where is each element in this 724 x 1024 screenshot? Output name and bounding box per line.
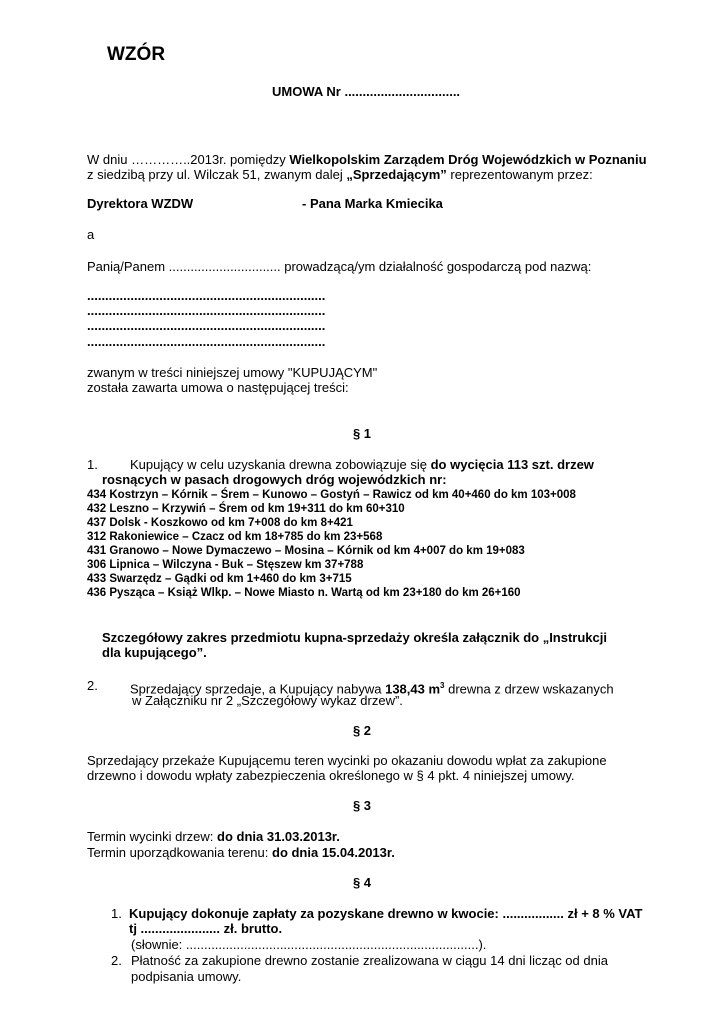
- intro-text: reprezentowanym przez:: [446, 167, 593, 182]
- s1-p1-line-2: rosnących w pasach drogowych dróg wojewódzkich nr:: [102, 472, 447, 487]
- director-name: - Pana Marka Kmiecika: [302, 196, 443, 211]
- road-item: 433 Swarzędz – Gądki od km 1+460 do km 3+715: [87, 573, 352, 585]
- director-role: Dyrektora WZDW: [87, 196, 194, 211]
- dot-line: ..................................................................: [87, 334, 326, 349]
- intro-text: W dniu …………..2013r. pomiędzy: [87, 152, 290, 167]
- buyer-named: zwanym w treści niniejszej umowy "KUPUJĄCYM": [87, 365, 378, 380]
- s3-text: Termin wycinki drzew:: [87, 829, 218, 844]
- s3-line-2: [87, 845, 395, 860]
- s4-item-1-line-2: tj ...................... zł. brutto.: [129, 921, 283, 936]
- road-item: 431 Granowo – Nowe Dymaczewo – Mosina – Kórnik od km 4+007 do km 19+083: [87, 545, 525, 557]
- seller-name: Wielkopolskim Zarządem Dróg Wojewódzkich w Poznaniu: [289, 152, 647, 167]
- dot-line: ..................................................................: [87, 288, 326, 303]
- concluded-line: została zawarta umowa o następującej treści:: [87, 380, 349, 395]
- cleanup-deadline: do dnia 15.04.2013r.: [272, 845, 395, 860]
- s1-p1-line-1: [130, 457, 594, 472]
- scope-line-2: dla kupującego”.: [102, 645, 207, 660]
- s4-item-1-number: 1.: [111, 906, 122, 921]
- s1-p1-number: 1.: [87, 457, 98, 472]
- s4-item-1-line-3: (słownie: .................................................................................).: [131, 937, 487, 952]
- cutting-deadline: do dnia 31.03.2013r.: [217, 829, 340, 844]
- intro-line-1: [87, 152, 647, 167]
- s3-line-1: [87, 829, 340, 844]
- s1-p2-number: 2.: [87, 678, 98, 693]
- section-2-heading: § 2: [352, 723, 372, 738]
- intro-line-2: [87, 167, 593, 182]
- s2-line-2: drzewno i dowodu wpłaty zabezpieczenia określonego w § 4 pkt. 4 niniejszej umowy.: [87, 768, 575, 783]
- s4-item-2-number: 2.: [111, 953, 122, 968]
- wzor-label: WZÓR: [107, 44, 166, 65]
- s1-p2-line-2: w Załączniku nr 2 „Szczegółowy wykaz drzew”.: [132, 693, 403, 708]
- wood-volume: 138,43 m: [385, 681, 441, 697]
- buyer-line: Panią/Panem ............................... prowadzącą/ym działalność gospodarczą pod nazwą:: [87, 259, 592, 274]
- s2-line-1: Sprzedający przekaże Kupującemu teren wycinki po okazaniu dowodu wpłat za zakupione: [87, 753, 607, 768]
- road-item: 432 Leszno – Krzywiń – Śrem od km 19+311 do km 60+310: [87, 503, 405, 515]
- intro-text: z siedzibą przy ul. Wilczak 51, zwanym dalej: [87, 167, 347, 182]
- seller-alias: „Sprzedającym”: [346, 167, 447, 182]
- road-item: 434 Kostrzyn – Kórnik – Śrem – Kunowo – Gostyń – Rawicz od km 40+460 do km 103+008: [87, 489, 576, 501]
- section-3-heading: § 3: [352, 798, 372, 813]
- dot-line: ..................................................................: [87, 303, 326, 318]
- road-item: 437 Dolsk - Koszkowo od km 7+008 do km 8+421: [87, 517, 353, 529]
- s3-text: Termin uporządkowania terenu:: [87, 845, 272, 860]
- s1-p1-text: Kupujący w celu uzyskania drewna zobowiązuje się: [130, 457, 431, 472]
- scope-line-1: Szczegółowy zakres przedmiotu kupna-sprzedaży określa załącznik do „Instrukcji: [102, 630, 607, 645]
- section-1-heading: § 1: [352, 426, 372, 441]
- s1-p2-text: Sprzedający sprzedaje, a Kupujący nabywa: [130, 681, 386, 697]
- s4-item-2-line-2: podpisania umowy.: [131, 969, 242, 984]
- s4-item-2-line-1: Płatność za zakupione drewno zostanie zrealizowana w ciągu 14 dni licząc od dnia: [131, 953, 608, 968]
- road-item: 436 Pysząca – Książ Wlkp. – Nowe Miasto n. Wartą od km 23+180 do km 26+160: [87, 587, 521, 599]
- dot-line: ..................................................................: [87, 318, 326, 333]
- road-item: 312 Rakoniewice – Czacz od km 18+785 do km 23+568: [87, 531, 383, 543]
- and-label: a: [87, 227, 95, 242]
- s1-p1-bold: do wycięcia 113 szt. drzew: [430, 457, 594, 472]
- s1-p2-text: drewna z drzew wskazanych: [444, 681, 614, 697]
- s4-item-1-line-1: Kupujący dokonuje zapłaty za pozyskane drewno w kwocie: ................. zł + 8 % VAT: [129, 906, 643, 921]
- section-4-heading: § 4: [352, 875, 372, 890]
- volume-exponent: 3: [440, 681, 445, 690]
- road-item: 306 Lipnica – Wilczyna - Buk – Stęszew km 37+788: [87, 559, 364, 571]
- contract-number: UMOWA Nr ................................: [272, 84, 461, 99]
